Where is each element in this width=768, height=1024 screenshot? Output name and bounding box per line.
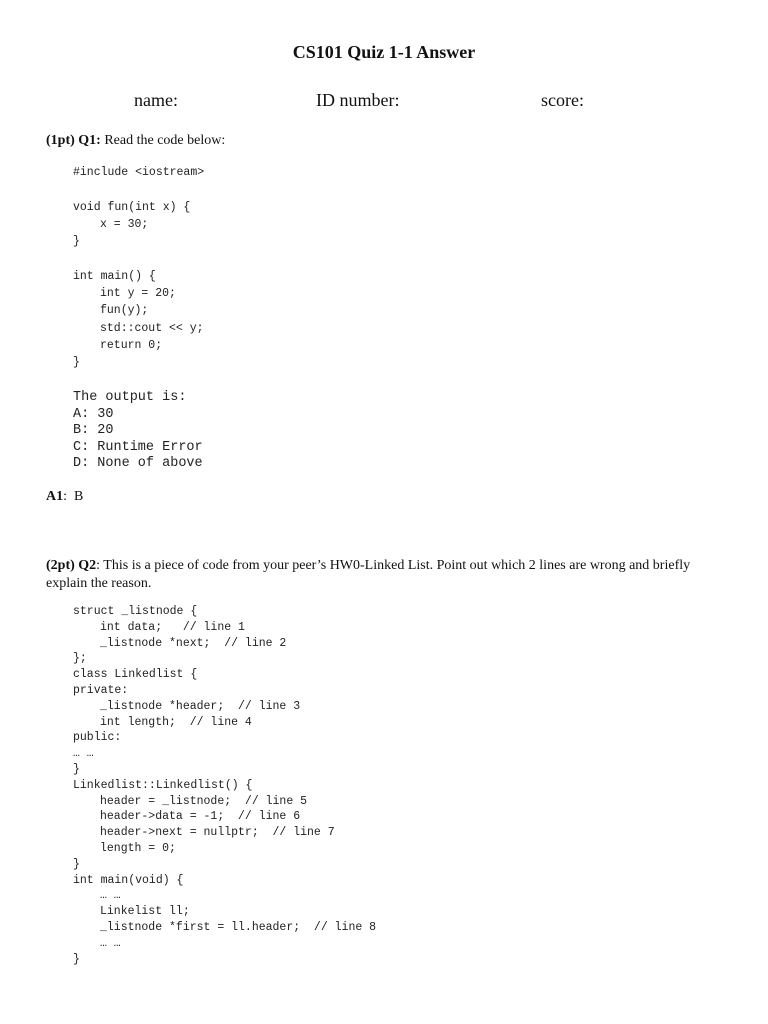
code-line: Linkedlist::Linkedlist() {	[73, 778, 253, 792]
code-line: }	[73, 762, 80, 776]
choice-d: D: None of above	[73, 456, 203, 471]
code-line: length = 0;	[100, 841, 176, 855]
id-number-field-label: ID number:	[316, 90, 400, 110]
answer-1-separator: :	[63, 489, 68, 504]
code-line: int main() {	[73, 269, 156, 283]
answer-1-value: B	[74, 489, 84, 504]
code-line: }	[73, 857, 80, 871]
choice-a: A: 30	[73, 406, 114, 422]
code-line: _listnode *header; // line 3	[100, 699, 301, 713]
code-line: public:	[73, 731, 122, 745]
code-line: … …	[100, 936, 121, 950]
name-field-label: name:	[134, 90, 178, 110]
code-line: … …	[73, 747, 94, 761]
question-2-label: Q2	[78, 558, 97, 573]
question-1-choices	[73, 390, 203, 473]
code-line: private:	[73, 683, 129, 697]
question-1-label: Q1:	[78, 133, 101, 148]
code-line: }	[73, 952, 80, 966]
question-1-heading	[46, 132, 225, 150]
question-1-text: Read the code below:	[104, 133, 226, 148]
code-line	[73, 250, 204, 267]
code-line: struct _listnode {	[73, 605, 198, 618]
choice-b: B: 20	[73, 423, 114, 438]
answer-1	[46, 489, 83, 505]
code-line: std::cout << y;	[100, 321, 204, 335]
choice-c: C: Runtime Error	[73, 439, 203, 455]
code-line: Linkelist ll;	[100, 905, 190, 919]
score-field-label: score:	[541, 90, 584, 110]
question-2-code	[73, 604, 376, 967]
code-line	[73, 181, 204, 198]
code-line: _listnode *next; // line 2	[100, 636, 287, 650]
code-line: … …	[100, 889, 121, 903]
code-line: };	[73, 652, 87, 666]
question-2-heading	[46, 557, 726, 593]
code-line: int main(void) {	[73, 873, 184, 887]
page-title: CS101 Quiz 1-1 Answer	[292, 42, 476, 62]
code-line: fun(y);	[100, 304, 149, 318]
code-line: int y = 20;	[100, 287, 176, 301]
code-line: header->next = nullptr; // line 7	[100, 826, 335, 840]
code-line: int length; // line 4	[100, 715, 252, 729]
code-line: header->data = -1; // line 6	[100, 810, 301, 824]
code-line: #include <iostream>	[73, 166, 205, 179]
code-line: header = _listnode; // line 5	[100, 794, 308, 808]
code-line: _listnode *first = ll.header; // line 8	[100, 920, 377, 934]
question-2-points: (2pt)	[46, 558, 75, 573]
question-1-points: (1pt)	[46, 133, 75, 148]
code-line: int data; // line 1	[100, 620, 245, 634]
answer-1-label: A1	[46, 489, 64, 504]
code-line: class Linkedlist {	[73, 668, 198, 682]
code-line: void fun(int x) {	[73, 200, 191, 214]
choices-prompt: The output is:	[73, 390, 187, 405]
question-1-code	[73, 164, 204, 372]
code-line: }	[73, 235, 80, 249]
code-line: x = 30;	[100, 217, 149, 231]
code-line: return 0;	[100, 338, 163, 352]
code-line: }	[73, 356, 80, 370]
question-2-text: : This is a piece of code from your peer’s HW0-Linked List. Point out which 2 lines are wrong and briefly explain the reason.	[46, 558, 691, 591]
